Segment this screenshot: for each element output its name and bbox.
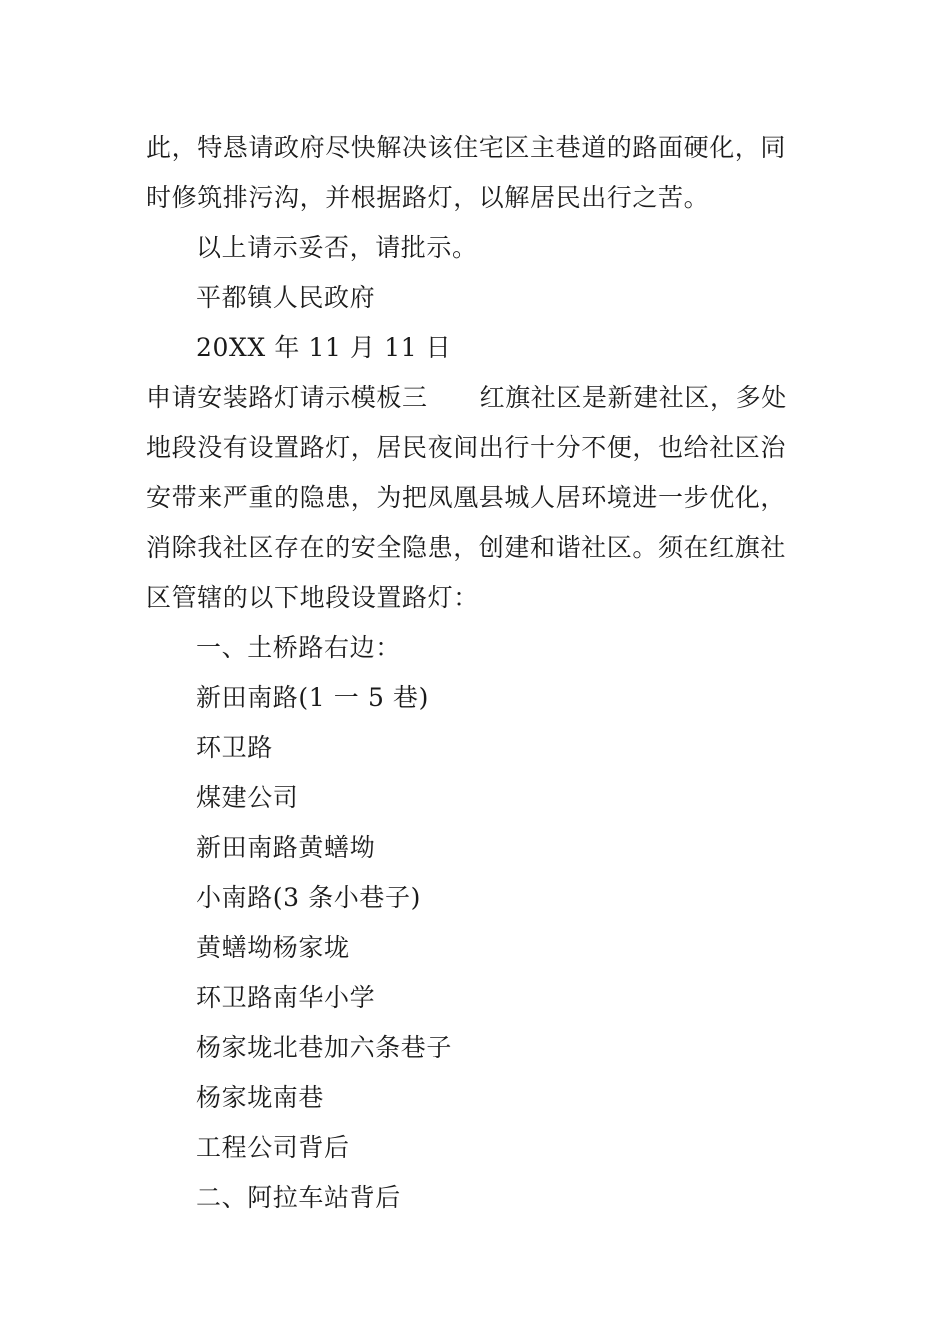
list-item: 杨家垅北巷加六条巷子 bbox=[196, 1033, 453, 1062]
paragraph-line: 地段没有设置路灯，居民夜间出行十分不便，也给社区治 bbox=[146, 433, 787, 462]
section-heading: 申请安装路灯请示模板三 bbox=[146, 383, 428, 412]
paragraph-line: 安带来严重的隐患，为把凤凰县城人居环境进一步优化， bbox=[146, 483, 787, 512]
paragraph-line: 时修筑排污沟，并根据路灯，以解居民出行之苦。 bbox=[146, 183, 710, 212]
list-heading: 一、土桥路右边： bbox=[196, 633, 401, 662]
list-item: 新田南路黄蟮坳 bbox=[196, 833, 376, 862]
list-item: 煤建公司 bbox=[196, 783, 299, 812]
list-item: 环卫路南华小学 bbox=[196, 983, 376, 1012]
paragraph-line: 以上请示妥否，请批示。 bbox=[196, 233, 478, 262]
paragraph-start: 红旗社区是新建社区，多处 bbox=[479, 383, 787, 412]
list-item: 新田南路(1 一 5 巷) bbox=[196, 683, 429, 712]
paragraph-line: 区管辖的以下地段设置路灯： bbox=[146, 583, 479, 612]
list-heading: 二、阿拉车站背后 bbox=[196, 1183, 401, 1212]
list-item: 环卫路 bbox=[196, 733, 273, 762]
paragraph-line: 此，特恳请政府尽快解决该住宅区主巷道的路面硬化，同 bbox=[146, 133, 787, 162]
section-heading-line bbox=[146, 383, 810, 413]
list-item: 杨家垅南巷 bbox=[196, 1083, 325, 1112]
signature-organization: 平都镇人民政府 bbox=[196, 283, 376, 312]
signature-date: 20XX 年 11 月 11 日 bbox=[196, 333, 452, 362]
list-item: 黄蟮坳杨家垅 bbox=[196, 933, 350, 962]
paragraph-line: 消除我社区存在的安全隐患，创建和谐社区。须在红旗社 bbox=[146, 533, 787, 562]
list-item: 小南路(3 条小巷子) bbox=[196, 883, 421, 912]
list-item: 工程公司背后 bbox=[196, 1133, 350, 1162]
